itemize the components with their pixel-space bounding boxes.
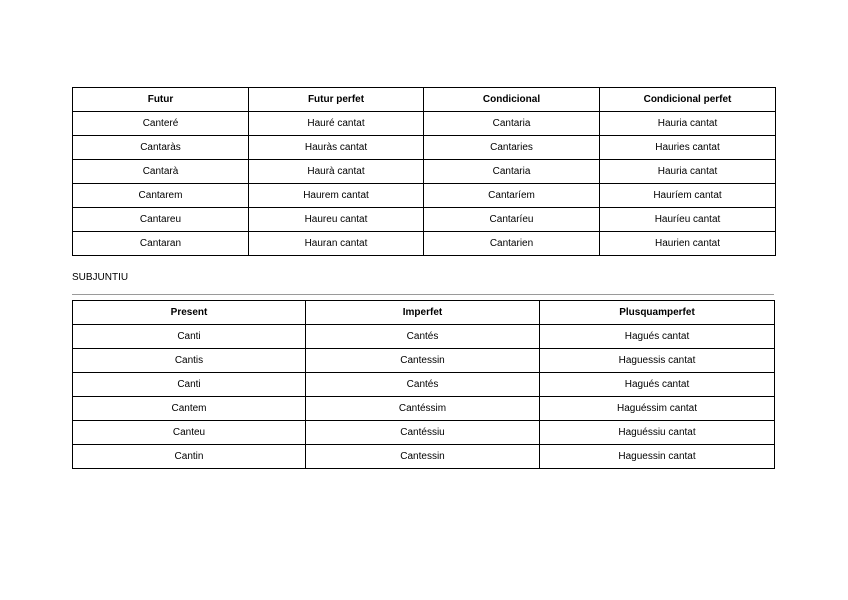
table-row [73,232,776,256]
table-cell: Hauré cantat [249,112,424,136]
table-cell: Hagués cantat [540,325,775,349]
table-cell: Cantarà [73,160,249,184]
table-cell: Cantés [306,325,540,349]
table-cell: Cantareu [73,208,249,232]
table-cell: Hauries cantat [600,136,776,160]
header-futur-perfet: Futur perfet [249,88,424,112]
table-header-row [73,301,775,325]
table-cell: Cantés [306,373,540,397]
table-cell: Cantessin [306,445,540,469]
table-row [73,112,776,136]
table-cell: Canteré [73,112,249,136]
table-cell: Haurà cantat [249,160,424,184]
table-cell: Haureu cantat [249,208,424,232]
table-cell: Hauràs cantat [249,136,424,160]
table-cell: Hauríem cantat [600,184,776,208]
table-cell: Haguéssim cantat [540,397,775,421]
table-row [73,136,776,160]
table-cell: Cantaries [424,136,600,160]
table-row [73,160,776,184]
header-condicional: Condicional [424,88,600,112]
table-row [73,445,775,469]
table-cell: Cantéssiu [306,421,540,445]
table-cell: Cantaràs [73,136,249,160]
header-futur: Futur [73,88,249,112]
table-cell: Haguessin cantat [540,445,775,469]
header-imperfet: Imperfet [306,301,540,325]
table-cell: Hagués cantat [540,373,775,397]
header-present: Present [73,301,306,325]
table-cell: Canti [73,325,306,349]
table-cell: Cantarem [73,184,249,208]
table-row [73,349,775,373]
table-cell: Hauria cantat [600,112,776,136]
indicative-conjugation-table [72,87,776,256]
table-cell: Hauria cantat [600,160,776,184]
table-cell: Cantessin [306,349,540,373]
table-cell: Hauran cantat [249,232,424,256]
subjunctive-conjugation-table [72,300,775,469]
table-row [73,325,775,349]
table-row [73,373,775,397]
table-header-row [73,88,776,112]
table-cell: Cantin [73,445,306,469]
table-cell: Haguessis cantat [540,349,775,373]
table-cell: Cantéssim [306,397,540,421]
table-cell: Cantaran [73,232,249,256]
table-cell: Hauríeu cantat [600,208,776,232]
table-cell: Cantis [73,349,306,373]
table-cell: Cantem [73,397,306,421]
table-cell: Canteu [73,421,306,445]
table-row [73,184,776,208]
table-row [73,397,775,421]
table-cell: Canti [73,373,306,397]
table-cell: Haguéssiu cantat [540,421,775,445]
header-plusquamperfet: Plusquamperfet [540,301,775,325]
table-row [73,208,776,232]
section-heading-subjuntiu: SUBJUNTIU [72,272,129,283]
table-cell: Cantaria [424,160,600,184]
table-cell: Haurien cantat [600,232,776,256]
header-condicional-perfet: Condicional perfet [600,88,776,112]
table-cell: Haurem cantat [249,184,424,208]
table-row [73,421,775,445]
table-cell: Cantaríem [424,184,600,208]
table-cell: Cantarien [424,232,600,256]
table-cell: Cantaria [424,112,600,136]
section-divider [72,294,774,295]
table-cell: Cantaríeu [424,208,600,232]
